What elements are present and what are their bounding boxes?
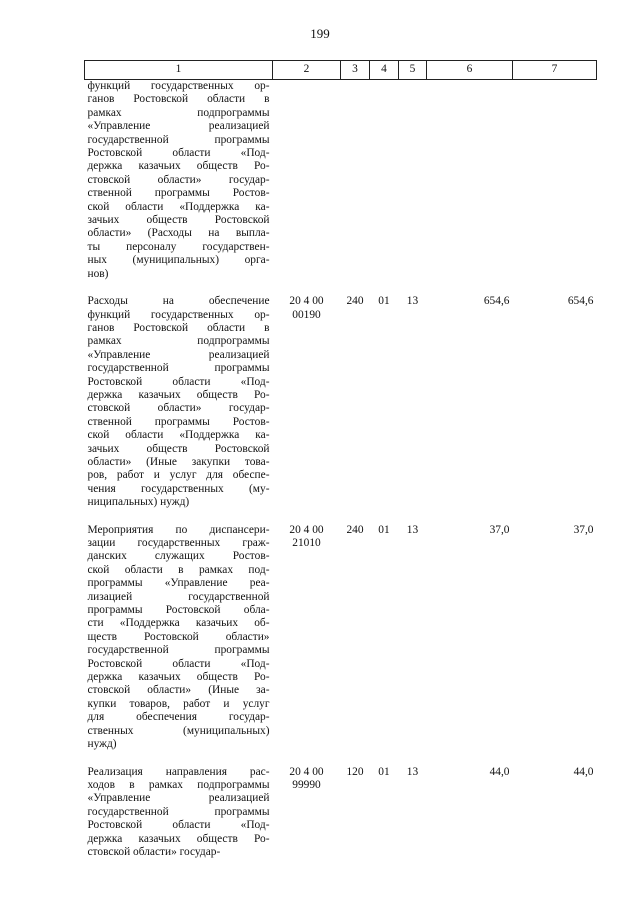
column-header-4: 4: [370, 61, 399, 80]
row-expense-type: 120: [346, 765, 364, 778]
description-line: Реализация направления рас-: [87, 765, 270, 778]
row-expense-type: 240: [346, 523, 364, 536]
row-description: [85, 766, 273, 874]
description-line: ственной программы Ростов-: [87, 187, 270, 200]
description-line: ниципальных) нужд): [87, 496, 190, 509]
description-line: нужд): [87, 738, 117, 751]
row-description: [85, 524, 273, 766]
row-code: 20 4 00 00190: [289, 295, 324, 321]
row-expense-type: [341, 80, 370, 296]
row-amount-2: 37,0: [573, 523, 594, 536]
description-line: «Управление реализацией: [87, 120, 270, 133]
description-line: стовской области» государ-: [87, 402, 270, 415]
row-section: 01: [378, 523, 390, 536]
row-amount-1: 654,6: [483, 295, 510, 308]
row-amount-1: [427, 80, 513, 296]
column-header-7: 7: [513, 61, 597, 80]
table-header-row: [85, 61, 597, 80]
table-row: [85, 295, 597, 524]
description-line: стовской области» государ-: [87, 173, 270, 186]
column-header-1: 1: [85, 61, 273, 80]
description-line: программы Ростовской обла-: [87, 604, 270, 617]
column-header-6: 6: [427, 61, 513, 80]
description-line: ров, работ и услуг для обеспе-: [87, 469, 270, 482]
row-amount-2: 44,0: [573, 765, 594, 778]
description-line: сти «Поддержка казачьих об-: [87, 617, 270, 630]
description-line: ганов Ростовской области в: [87, 321, 270, 334]
description-line: Мероприятия по диспансери-: [87, 523, 270, 536]
description-line: ской области «Поддержка ка-: [87, 429, 270, 442]
row-amount-2: 654,6: [567, 295, 594, 308]
row-expense-type: 240: [346, 295, 364, 308]
description-line: ственной программы Ростов-: [87, 415, 270, 428]
description-line: государственной программы: [87, 644, 270, 657]
description-line: области» (Расходы на выпла-: [87, 227, 270, 240]
table-row: [85, 524, 597, 766]
row-section: [370, 80, 399, 296]
description-line: рамках подпрограммы: [87, 335, 270, 348]
description-line: чения государственных (му-: [87, 482, 270, 495]
table-row: [85, 766, 597, 874]
description-line: ской области в рамках под-: [87, 563, 270, 576]
description-line: ственных (муниципальных): [87, 724, 270, 737]
row-section: 01: [378, 295, 390, 308]
description-line: Ростовской области «Под-: [87, 375, 270, 388]
row-amount-2: [513, 80, 597, 296]
description-line: стовской области» государ-: [87, 845, 221, 858]
row-section: 01: [378, 765, 390, 778]
column-header-5: 5: [399, 61, 427, 80]
description-line: программы «Управление реа-: [87, 577, 270, 590]
row-subsection: 13: [406, 295, 419, 308]
description-line: лизацией государственной: [87, 590, 270, 603]
budget-table: [84, 60, 597, 873]
description-line: ходов в рамках подпрограммы: [87, 778, 270, 791]
row-description: [85, 80, 273, 296]
description-line: ных (муниципальных) орга-: [87, 254, 270, 267]
description-line: «Управление реализацией: [87, 792, 270, 805]
description-line: Ростовской области «Под-: [87, 147, 270, 160]
description-line: функций государственных ор-: [87, 80, 270, 92]
description-line: ской области «Поддержка ка-: [87, 200, 270, 213]
description-line: держка казачьих обществ Ро-: [87, 388, 270, 401]
description-line: государственной программы: [87, 133, 270, 146]
row-amount-1: 44,0: [489, 765, 510, 778]
description-line: стовской области» (Иные за-: [87, 684, 270, 697]
row-description: [85, 295, 273, 524]
column-header-3: 3: [341, 61, 370, 80]
description-line: Ростовской области «Под-: [87, 819, 270, 832]
description-line: зачьих обществ Ростовской: [87, 442, 270, 455]
description-line: зачьих обществ Ростовской: [87, 214, 270, 227]
description-line: Расходы на обеспечение: [87, 295, 270, 308]
description-line: Ростовской области «Под-: [87, 657, 270, 670]
row-amount-1: 37,0: [489, 523, 510, 536]
description-line: купки товаров, работ и услуг: [87, 697, 270, 710]
description-line: ществ Ростовской области»: [87, 630, 270, 643]
description-line: данских служащих Ростов-: [87, 550, 270, 563]
description-line: зации государственных граж-: [87, 537, 270, 549]
description-line: области» (Иные закупки това-: [87, 455, 270, 468]
page-number: 199: [310, 26, 330, 41]
description-line: функций государственных ор-: [87, 308, 270, 321]
row-code: 20 4 00 21010: [289, 523, 324, 549]
description-line: держка казачьих обществ Ро-: [87, 160, 270, 173]
row-code: [273, 80, 341, 296]
description-line: для обеспечения государ-: [87, 711, 270, 724]
description-line: рамках подпрограммы: [87, 106, 270, 119]
table-body: [85, 80, 597, 874]
description-line: государственной программы: [87, 805, 270, 818]
row-subsection: [399, 80, 427, 296]
description-line: держка казачьих обществ Ро-: [87, 832, 270, 845]
description-line: держка казачьих обществ Ро-: [87, 671, 270, 684]
row-subsection: 13: [406, 523, 419, 536]
row-subsection: 13: [406, 765, 419, 778]
column-header-2: 2: [273, 61, 341, 80]
description-line: «Управление реализацией: [87, 348, 270, 361]
row-code: 20 4 00 99990: [289, 765, 324, 791]
description-line: государственной программы: [87, 362, 270, 375]
description-line: нов): [87, 267, 109, 280]
description-line: ты персоналу государствен-: [87, 240, 270, 253]
description-line: ганов Ростовской области в: [87, 93, 270, 106]
table-row: [85, 80, 597, 296]
